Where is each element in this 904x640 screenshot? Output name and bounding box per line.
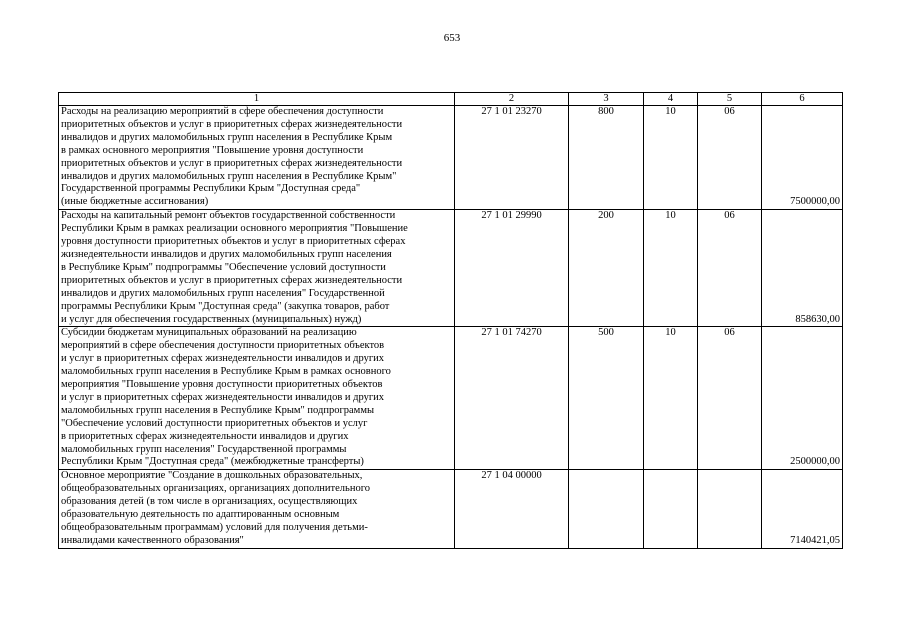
description-line: мероприятий в сфере обеспечения доступности приоритетных объектов [61,340,385,352]
amount-cell: 2500000,00 [762,327,843,470]
description-line: Субсидии бюджетам муниципальных образований на реализацию [61,327,357,339]
description-line: инвалидами качественного образования" [61,534,244,546]
header-cell-1: 1 [59,93,455,106]
description-line: в Республике Крым" подпрограммы "Обеспечение условий доступности [61,261,386,273]
expense-type-cell: 200 [569,210,644,327]
amount-cell: 7500000,00 [762,106,843,210]
target-article-cell: 27 1 01 23270 [455,106,569,210]
description-cell [59,470,455,548]
header-cell-3: 3 [569,93,644,106]
description-line: Государственной программы Республики Крым "Доступная среда" [61,183,361,195]
description-line: Республики Крым "Доступная среда" (межбюджетные трансферты) [61,456,364,468]
description-line: инвалидов и других маломобильных групп населения в Республике Крым" [61,170,397,182]
table-row [59,470,843,548]
description-line: приоритетных объектов и услуг в приоритетных сферах жизнедеятельности [61,157,403,169]
subsection-cell: 06 [698,327,762,470]
section-cell: 10 [644,106,698,210]
description-line: и услуг в приоритетных сферах жизнедеятельности инвалидов и других [61,353,385,365]
description-line: и услуг в приоритетных сферах жизнедеятельности инвалидов и других [61,391,385,403]
description-line: в приоритетных сферах жизнедеятельности инвалидов и других [61,430,349,442]
table-row [59,327,843,470]
description-line: общеобразовательных организациях, организациях дополнительного [61,483,370,495]
target-article-cell: 27 1 01 74270 [455,327,569,470]
description-cell [59,210,455,327]
description-line: уровня доступности приоритетных объектов и услуг в приоритетных сферах [61,236,406,248]
section-cell: 10 [644,327,698,470]
description-line: Республики Крым в рамках реализации основного мероприятия "Повышение [61,223,408,235]
description-line: образовательную деятельность по адаптированным основным [61,509,340,521]
target-article-cell: 27 1 04 00000 [455,470,569,548]
description-line: приоритетных объектов и услуг в приоритетных сферах жизнедеятельности [61,118,403,130]
description-line: (иные бюджетные ассигнования) [61,196,209,208]
header-cell-6: 6 [762,93,843,106]
subsection-cell: 06 [698,106,762,210]
description-line: Основное мероприятие "Создание в дошкольных образовательных, [61,470,363,482]
description-line: жизнедеятельности инвалидов и других маломобильных групп населения [61,248,392,260]
table-row [59,210,843,327]
description-line: маломобильных групп населения в Республике Крым" подпрограммы [61,404,375,416]
expense-type-cell: 500 [569,327,644,470]
page-number: 653 [443,32,461,44]
description-line: Расходы на капитальный ремонт объектов государственной собственности [61,210,396,222]
description-line: общеобразовательным программам) условий для получения детьми- [61,522,368,533]
header-cell-2: 2 [455,93,569,106]
description-line: образования детей (в том числе в организациях, осуществляющих [61,496,358,508]
expense-type-cell [569,470,644,548]
description-line: инвалидов и других маломобильных групп населения в Республике Крым [61,131,393,143]
amount-cell: 7140421,05 [762,470,843,548]
amount-cell: 858630,00 [762,210,843,327]
description-line: и услуг для обеспечения государственных (муниципальных) нужд) [61,313,362,325]
header-cell-5: 5 [698,93,762,106]
description-line: в рамках основного мероприятия "Повышение уровня доступности [61,144,364,156]
subsection-cell [698,470,762,548]
description-line: приоритетных объектов и услуг в приоритетных сферах жизнедеятельности [61,274,403,286]
description-line: инвалидов и других маломобильных групп населения" Государственной [61,287,385,299]
subsection-cell: 06 [698,210,762,327]
section-cell: 10 [644,210,698,327]
description-cell [59,106,455,210]
expense-type-cell: 800 [569,106,644,210]
description-line: Расходы на реализацию мероприятий в сфере обеспечения доступности [61,106,384,117]
description-line: маломобильных групп населения в Республике Крым в рамках основного [61,366,391,378]
table-row [59,106,843,210]
section-cell [644,470,698,548]
budget-table [58,92,843,549]
description-line: "Обеспечение условий доступности приоритетных объектов и услуг [61,417,368,429]
header-row [59,93,843,106]
description-line: маломобильных групп населения" Государственной программы [61,443,347,455]
target-article-cell: 27 1 01 29990 [455,210,569,327]
header-cell-4: 4 [644,93,698,106]
description-line: программы Республики Крым "Доступная среда" (закупка товаров, работ [61,300,390,312]
description-line: мероприятия "Повышение уровня доступности приоритетных объектов [61,379,383,391]
description-cell [59,327,455,470]
